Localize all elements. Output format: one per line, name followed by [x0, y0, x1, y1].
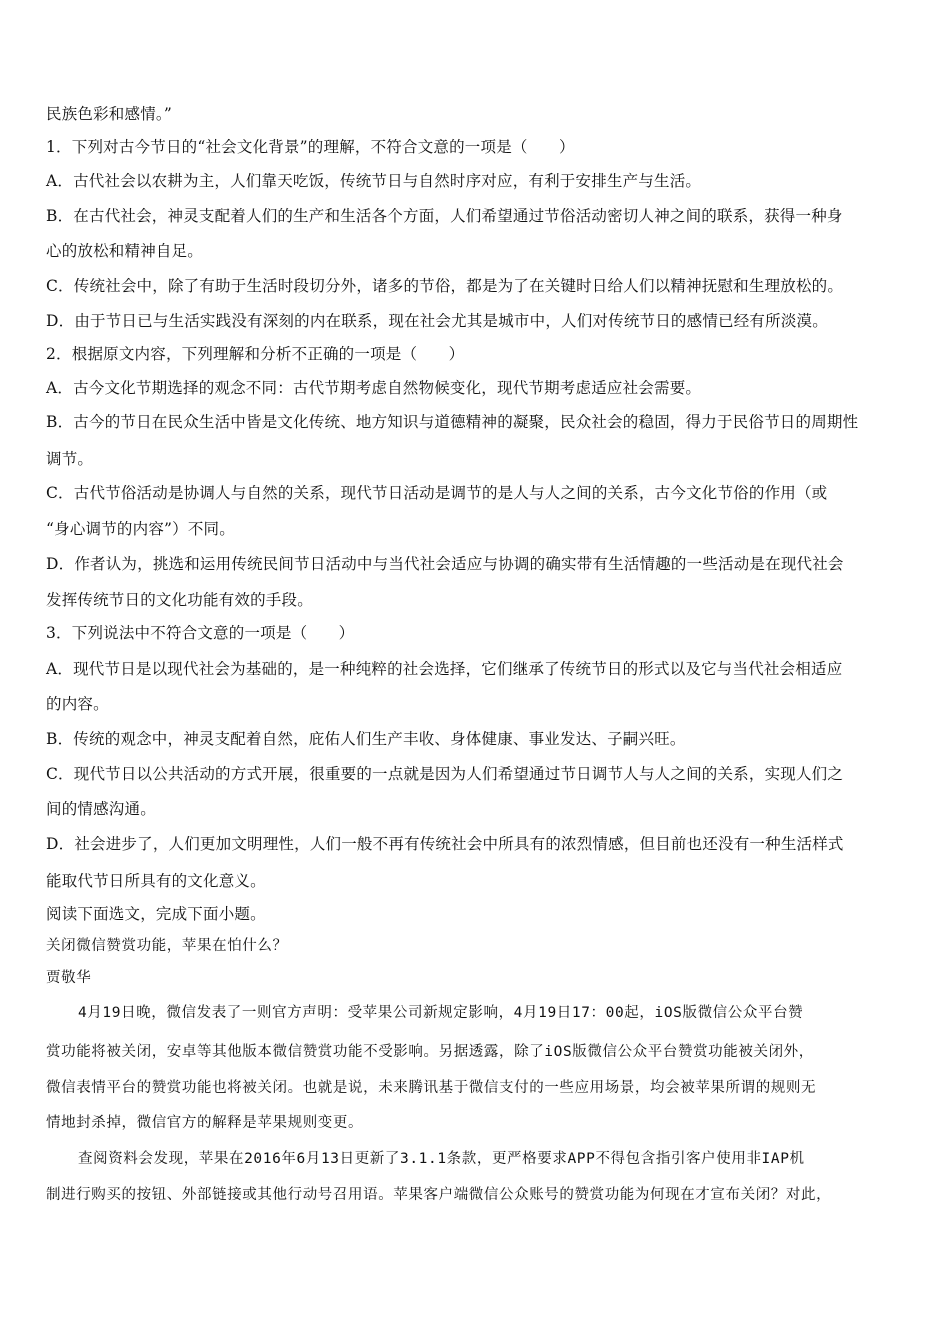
q3-option-d-cont: 能取代节日所具有的文化意义。: [46, 872, 266, 890]
q3-option-b: B．传统的观念中，神灵支配着自然，庇佑人们生产丰收、身体健康、事业发达、子嗣兴旺。: [46, 730, 686, 748]
article-paragraph-1-line-2: 赏功能将被关闭，安卓等其他版本微信赞赏功能不受影响。另据透露，除了iOS版微信公众平台赞赏功能被关闭外，: [46, 1044, 814, 1060]
article-paragraph-1-line-4: 情地封杀掉，微信官方的解释是苹果规则变更。: [46, 1115, 364, 1131]
q2-option-c-cont: “身心调节的内容”）不同。: [46, 520, 235, 538]
q2-option-c: C．古代节俗活动是协调人与自然的关系，现代节日活动是调节的是人与人之间的关系，古今文化节俗的作用（或: [46, 484, 828, 502]
q1-option-b-cont: 心的放松和精神自足。: [46, 242, 204, 260]
q2-option-b-cont: 调节。: [46, 450, 94, 468]
question-2-stem: 2．根据原文内容，下列理解和分析不正确的一项是（ ）: [46, 345, 465, 363]
q3-option-a-cont: 的内容。: [46, 695, 109, 713]
q1-option-d: D．由于节日已与生活实践没有深刻的内在联系，现在社会尤其是城市中，人们对传统节日的感情已经有所淡漠。: [46, 312, 828, 330]
q1-option-b: B．在古代社会，神灵支配着人们的生产和生活各个方面，人们希望通过节俗活动密切人神之间的联系，获得一种身: [46, 207, 843, 225]
article-title: 关闭微信赞赏功能，苹果在怕什么？: [46, 938, 288, 954]
question-3-stem: 3．下列说法中不符合文意的一项是（ ）: [46, 624, 355, 642]
article-paragraph-1-line-3: 微信表情平台的赞赏功能也将被关闭。也就是说，未来腾讯基于微信支付的一些应用场景，均会被苹果所谓的规则无: [46, 1080, 817, 1096]
q3-option-c: C．现代节日以公共活动的方式开展，很重要的一点就是因为人们希望通过节日调节人与人之间的关系，实现人们之: [46, 765, 844, 783]
article-paragraph-2: 查阅资料会发现，苹果在2016年6月13日更新了3.1.1条款，更严格要求APP不得包含指引客户使用非IAP机: [78, 1151, 805, 1167]
q1-option-c: C．传统社会中，除了有助于生活时段切分外，诸多的节俗，都是为了在关键时日给人们以精神抚慰和生理放松的。: [46, 277, 844, 295]
q3-option-a: A．现代节日是以现代社会为基础的，是一种纯粹的社会选择，它们继承了传统节日的形式以及它与当代社会相适应: [46, 660, 843, 678]
q2-option-d-cont: 发挥传统节日的文化功能有效的手段。: [46, 591, 313, 609]
article-paragraph-2-line-2: 制进行购买的按钮、外部链接或其他行动号召用语。苹果客户端微信公众账号的赞赏功能为何现在才宣布关闭？对此，: [46, 1187, 832, 1203]
q2-option-a: A．古今文化节期选择的观念不同：古代节期考虑自然物候变化，现代节期考虑适应社会需要。: [46, 379, 702, 397]
q2-option-d: D．作者认为，挑选和运用传统民间节日活动中与当代社会适应与协调的确实带有生活情趣的一些活动是在现代社会: [46, 555, 844, 573]
article-author: 贾敬华: [46, 970, 92, 986]
text-line: 民族色彩和感情。”: [46, 105, 172, 123]
reading-instruction: 阅读下面选文，完成下面小题。: [46, 905, 266, 923]
q1-option-a: A．古代社会以农耕为主，人们靠天吃饭，传统节日与自然时序对应，有利于安排生产与生活。: [46, 172, 702, 190]
article-paragraph-1: 4月19日晚，微信发表了一则官方声明：受苹果公司新规定影响，4月19日17：00起，iOS版微信公众平台赞: [78, 1005, 804, 1021]
q3-option-c-cont: 间的情感沟通。: [46, 800, 156, 818]
question-1-stem: 1．下列对古今节日的“社会文化背景”的理解，不符合文意的一项是（ ）: [46, 138, 575, 156]
q2-option-b: B．古今的节日在民众生活中皆是文化传统、地方知识与道德精神的凝聚，民众社会的稳固，得力于民俗节日的周期性: [46, 413, 859, 431]
q3-option-d: D．社会进步了，人们更加文明理性，人们一般不再有传统社会中所具有的浓烈情感，但目前也还没有一种生活样式: [46, 835, 844, 853]
